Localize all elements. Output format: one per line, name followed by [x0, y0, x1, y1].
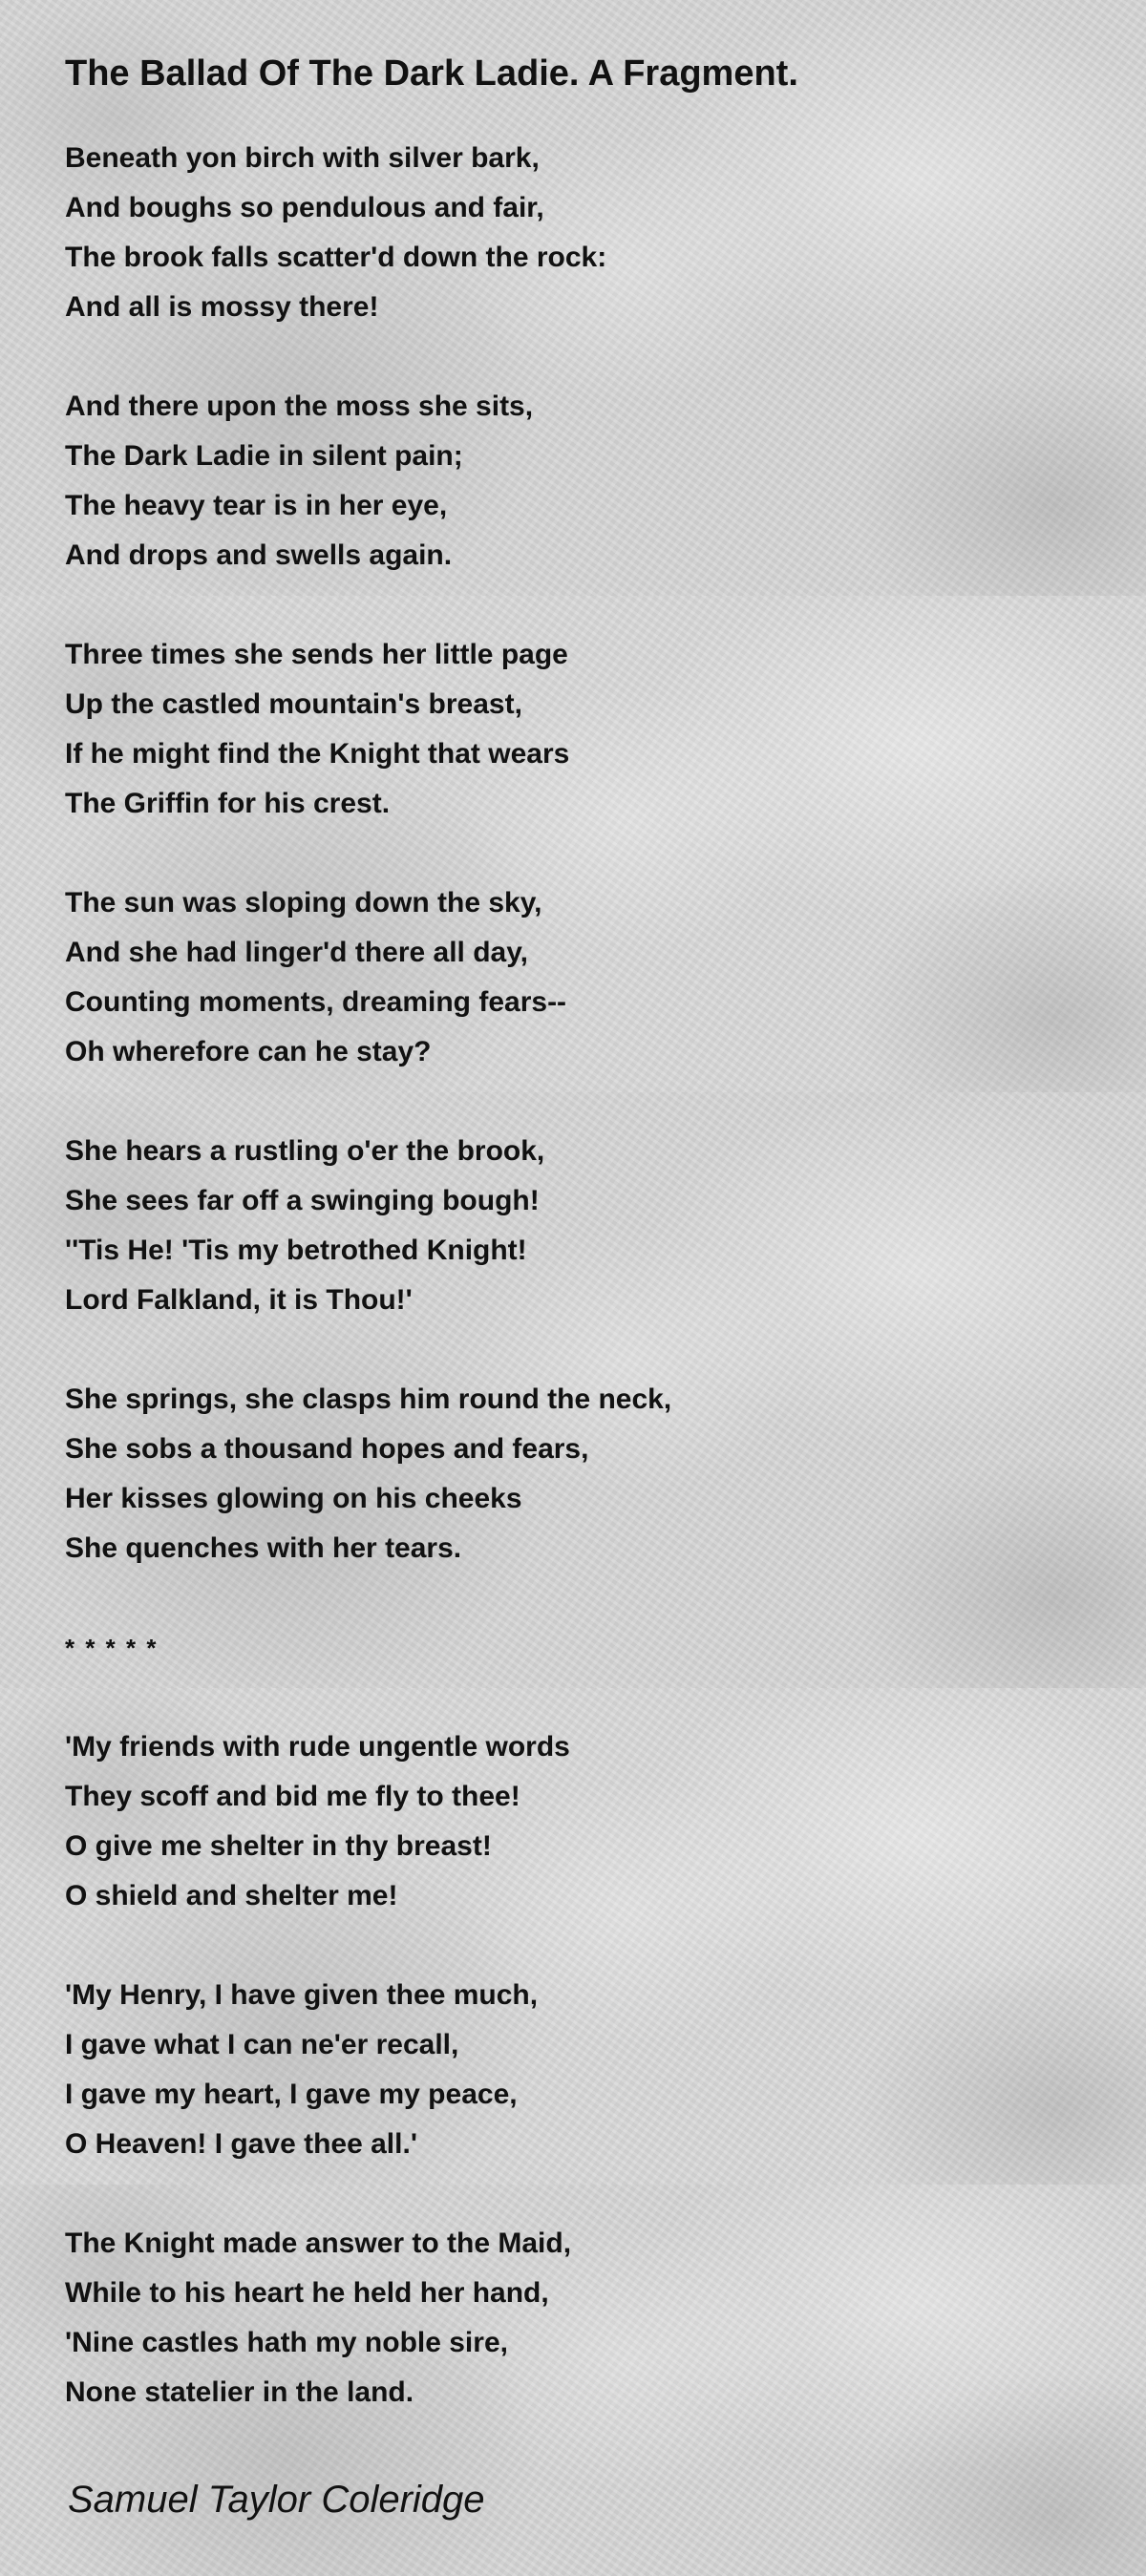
stanza-5 — [65, 1127, 1096, 1325]
poem-line: And she had linger'd there all day, — [65, 937, 529, 968]
poem-line: The brook falls scatter'd down the rock: — [65, 242, 607, 273]
stanza-9 — [65, 2219, 1096, 2418]
poem-line: While to his heart he held her hand, — [65, 2277, 549, 2309]
poem-line: And there upon the moss she sits, — [65, 391, 534, 422]
poem-line: Lord Falkland, it is Thou!' — [65, 1284, 413, 1316]
poem-line: Her kisses glowing on his cheeks — [65, 1483, 522, 1514]
poem-line: Counting moments, dreaming fears-- — [65, 986, 567, 1018]
poem-line: The sun was sloping down the sky, — [65, 887, 542, 918]
poem-line: She sobs a thousand hopes and fears, — [65, 1433, 589, 1465]
poem-line: If he might find the Knight that wears — [65, 738, 570, 770]
poem-line: 'My friends with rude ungentle words — [65, 1731, 570, 1763]
poem-line: I gave what I can ne'er recall, — [65, 2029, 459, 2060]
poem-line: O shield and shelter me! — [65, 1880, 398, 1911]
poem-line: Three times she sends her little page — [65, 639, 568, 670]
poem-line: The heavy tear is in her eye, — [65, 490, 448, 521]
poem-line: Up the castled mountain's breast, — [65, 688, 522, 720]
poem-line: None statelier in the land. — [65, 2376, 414, 2408]
stanza-3 — [65, 630, 1096, 829]
stanza-8 — [65, 1971, 1096, 2169]
poem-line: I gave my heart, I gave my peace, — [65, 2079, 518, 2110]
poem-line: The Griffin for his crest. — [65, 788, 391, 819]
poem-line: And drops and swells again. — [65, 539, 453, 571]
stanza-1 — [65, 134, 1096, 332]
stanza-6 — [65, 1375, 1096, 1573]
poem-line: And boughs so pendulous and fair, — [65, 192, 544, 223]
stanza-2 — [65, 382, 1096, 581]
poem-title: The Ballad Of The Dark Ladie. A Fragment. — [65, 53, 798, 94]
poem-line: And all is mossy there! — [65, 291, 379, 323]
poem-line: O give me shelter in thy breast! — [65, 1830, 492, 1862]
poem-line: The Dark Ladie in silent pain; — [65, 440, 463, 472]
poem-line: She springs, she clasps him round the neck, — [65, 1383, 672, 1415]
poem-author: Samuel Taylor Coleridge — [68, 2479, 485, 2521]
stanza-4 — [65, 878, 1096, 1077]
poem-line: Oh wherefore can he stay? — [65, 1036, 432, 1067]
section-separator: * * * * * — [65, 1634, 159, 1662]
poem-line: 'My Henry, I have given thee much, — [65, 1979, 539, 2011]
poem-line: She sees far off a swinging bough! — [65, 1185, 540, 1216]
poem-line: O Heaven! I gave thee all.' — [65, 2128, 417, 2160]
poem-line: 'Nine castles hath my noble sire, — [65, 2327, 508, 2358]
poem-line: She hears a rustling o'er the brook, — [65, 1135, 545, 1167]
poem-line: Beneath yon birch with silver bark, — [65, 142, 540, 174]
poem-line: She quenches with her tears. — [65, 1532, 462, 1564]
poem-body — [65, 48, 1096, 2467]
poem-line: They scoff and bid me fly to thee! — [65, 1781, 520, 1812]
poem-line: The Knight made answer to the Maid, — [65, 2228, 572, 2259]
stanza-7 — [65, 1722, 1096, 1921]
poem-line: ''Tis He! 'Tis my betrothed Knight! — [65, 1235, 527, 1266]
